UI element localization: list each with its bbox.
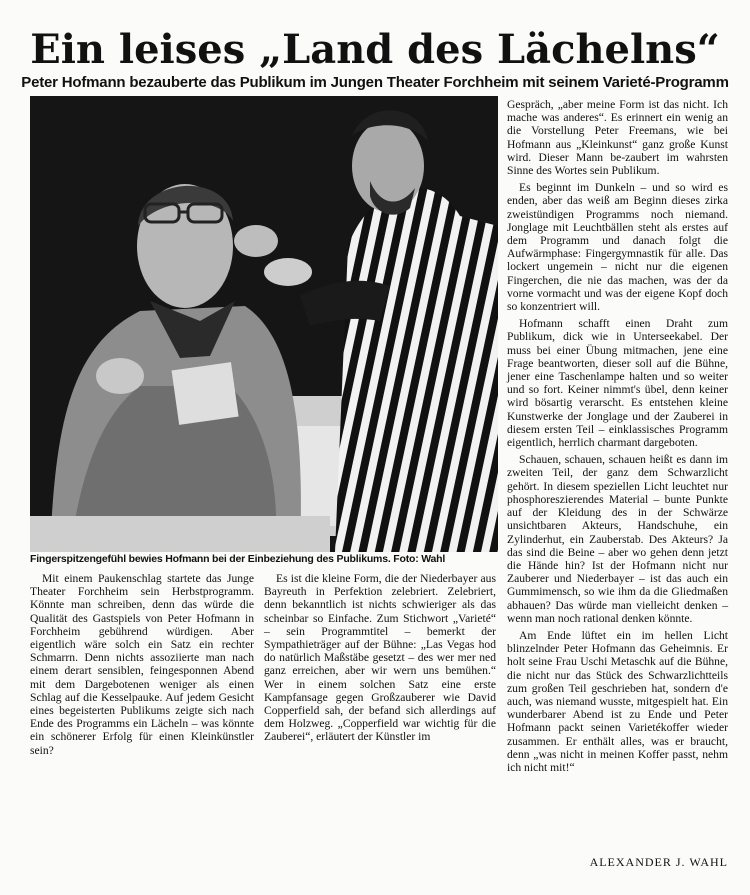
headline: Ein leises „Land des Lächelns“ [30, 26, 720, 73]
author-byline: ALEXANDER J. WAHL [589, 855, 728, 869]
photo-illustration [30, 96, 498, 552]
paragraph: Schauen, schauen, schauen heißt es dann im zweiten Teil, der ganz dem Schwarzlicht gehört. In diesem speziellen Licht leuchtet nur phosphoreszierendes Material – bunte Punkte auf der Kleidung des in der Schwärze unsichtbaren Akteurs, Handschuhe, ein Zylinderhut, ein Zauberstab. Des Akteurs? Ja das sind die Beine – aber wo gehen denn jetzt die Hände hin? Ist der Hofmann nicht nur Zauberer und Niederbayer – ist das auch ein Gummimensch, so wie ihm da die Gliedmaßen abhauen? Das würde man vielleicht denken – wenn man noch rational denken könnte. [507, 453, 728, 625]
paragraph: Hofmann schafft einen Draht zum Publikum, dick wie in Unterseekabel. Der muss bei einer Übung mitmachen, jene eine Frage beantworten, dieser soll auf die Bühne, jener eine Taschenlampe halten und so weiter und so fort. Keiner nimmt's übel, denn keiner wird bösartig verarscht. Es entstehen kleine Kunstwerke der Jonglage und der Zauberei in diesem ersten Teil – einklassisches Programm eigentlich, herrlich charmant dargeboten. [507, 317, 728, 450]
article-column-3 [507, 98, 728, 774]
article-photo [30, 96, 498, 552]
photo-caption: Fingerspitzengefühl bewies Hofmann bei der Einbeziehung des Publikums. Foto: Wahl [30, 553, 446, 565]
paragraph: Mit einem Paukenschlag startete das Junge Theater Forchheim sein Herbstprogramm. Könnte man schreiben, denn das würde die Qualität des Gastspiels von Peter Hofmann in Forchheim gebührend würdigen. Aber eigentlich wäre solch ein Satz ein rechter Schmarrn. Denn nichts assoziierte man nach einem derart sensiblen, feingesponnen Abend mit dem Dargebotenen weniger als einen Schlag auf die Kesselpauke. Auf jedem Gesicht eines begeisterten Publikums zeigte sich nach Ende des Programms ein Lächeln – was könnte ein schönerer Erfolg für einen Kleinkünstler sein? [30, 572, 254, 757]
paragraph: Gespräch, „aber meine Form ist das nicht. Ich mache was anderes“. Es erinnert ein wenig an die Vorstellung Peter Freemans, wie bei Hofmann aus „Kleinkunst“ ganz große Kunst wird. Dieser Mann be-zaubert im wahrsten Sinne des Wortes sein Publikum. [507, 98, 728, 178]
article-column-1 [30, 572, 254, 757]
paragraph: Es beginnt im Dunkeln – und so wird es enden, aber das weiß am Beginn dieses zirka zweistündigen Programms noch niemand. Jonglage mit Leuchtbällen steht als erstes auf dem Programm und danach folgt die Aufwärmphase: Fingergymnastik für alle. Das lockert ungemein – nicht nur die eigenen Fingerchen, die nie das machen, was der da vorne vormacht und was der eigene Kopf doch so konzentriert will. [507, 181, 728, 314]
paragraph: Am Ende lüftet ein im hellen Licht blinzelnder Peter Hofmann das Geheimnis. Er holt seine Frau Uschi Metaschk auf die Bühne, die nicht nur das Stück des Schwarzlichtteils zum großen Teil geschrieben hat, sondern d'e auch, was niemand wusste, mitgespielt hat. Ein wunderbarer Abend ist zu Ende und Peter Hofmann packt seinen Varietékoffer wieder zusammen. Er enthält alles, was er braucht, denn „was nicht in meinen Koffer passt, nehm ich nicht mit!“ [507, 628, 728, 774]
article-column-2 [264, 572, 496, 744]
subheadline: Peter Hofmann bezauberte das Publikum im Jungen Theater Forchheim mit seinem Varieté-Programm [21, 74, 729, 91]
paragraph: Es ist die kleine Form, die der Niederbayer aus Bayreuth in Perfektion zelebriert. Zelebriert, denn bekanntlich ist nichts schwieriger als das scheinbar so Einfache. Zum Stichwort „Varieté“ – sein Programmtitel – bemerkt der Sympathieträger auf der Bühne: „Las Vegas hod do natürlich Maßstäbe gesetzt – des wer mer ned ganz erreichen, aber wir wern uns bemühen.“ Wer in einem solchen Satz eine erste Kampfansage gegen Großzauberer wie David Copperfield sah, der befand sich allerdings auf dem Holzweg. „Copperfield war wichtig für die Zauberei“, erläutert der Künstler im [264, 572, 496, 744]
